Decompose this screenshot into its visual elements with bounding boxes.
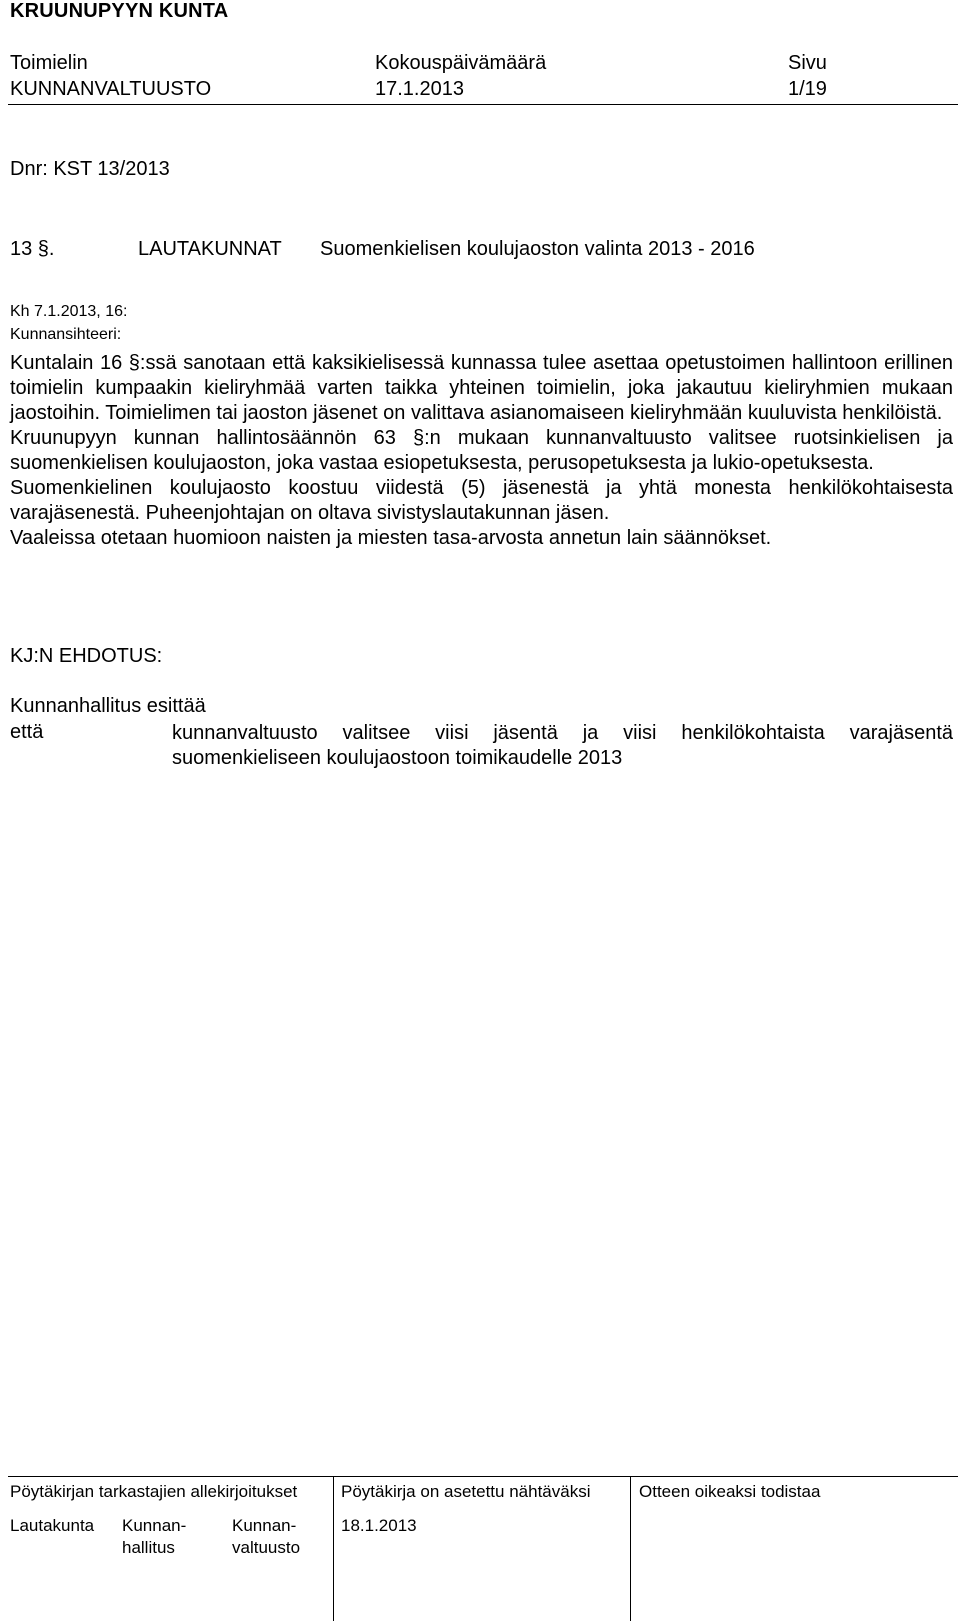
signature-lautakunta: Lautakunta (10, 1516, 95, 1535)
page-number: 1/19 (788, 78, 827, 100)
displayed-date: 18.1.2013 (341, 1516, 417, 1535)
kh-reference: Kh 7.1.2013, 16: (10, 303, 128, 320)
meeting-date-value: 17.1.2013 (375, 78, 464, 100)
proposal-etta: että (10, 721, 44, 743)
certified-heading: Otteen oikeaksi todistaa (639, 1482, 821, 1501)
signatures-heading: Pöytäkirjan tarkastajien allekirjoitukset (10, 1482, 298, 1501)
signature-hallitus-line2: hallitus (122, 1538, 175, 1557)
proposal-intro: Kunnanhallitus esittää (10, 695, 206, 717)
proposal-text (172, 721, 953, 771)
body-text (10, 351, 953, 551)
paragraph: Suomenkielinen koulujaosto koostuu viidestä (5) jäsenestä ja yhtä monesta henkilökohtaisesta varajäsenestä. Puheenjohtajan on oltava sivistyslautakunnan jäsen. (10, 477, 953, 524)
footer-divider (8, 1476, 958, 1477)
paragraph: Kruunupyyn kunnan hallintosäännön 63 §:n mukaan kunnanvaltuusto valitsee ruotsinkielisen ja suomenkielisen koulujaoston, joka vastaa esiopetuksesta, perusopetuksesta ja lukio-opetuksesta. (10, 427, 953, 474)
paragraph: Vaaleissa otetaan huomioon naisten ja miesten tasa-arvosta annetun lain säännökset. (10, 527, 772, 549)
diary-number: Dnr: KST 13/2013 (10, 158, 170, 180)
page-label: Sivu (788, 52, 827, 74)
footer-column-divider (333, 1476, 334, 1621)
proposal-line: kunnanvaltuusto valitsee viisi jäsentä ja viisi henkilökohtaista varajäsentä (172, 722, 953, 744)
meeting-date-label: Kokouspäivämäärä (375, 52, 547, 74)
section-title: Suomenkielisen koulujaoston valinta 2013 - 2016 (320, 238, 755, 260)
paragraph: Kuntalain 16 §:ssä sanotaan että kaksikielisessä kunnassa tulee asettaa opetustoimen hallintoon erillinen toimielin kumpaakin kieliryhmää varten taikka yhteinen toimielin, joka jakautuu kieliryhmien mukaan jaostoihin. Toimielimen tai jaoston jäsenet on valittava asianomaiseen kieliryhmään kuuluvista henkilöistä. (10, 352, 953, 424)
toimielin-label: Toimielin (10, 52, 88, 74)
organization-name: KRUUNUPYYN KUNTA (10, 0, 229, 22)
section-category: LAUTAKUNNAT (138, 238, 282, 260)
displayed-heading: Pöytäkirja on asetettu nähtäväksi (341, 1482, 591, 1501)
section-number: 13 §. (10, 238, 55, 260)
signature-valtuusto-line1: Kunnan- (232, 1516, 297, 1535)
signature-valtuusto-line2: valtuusto (232, 1538, 301, 1557)
presenter-label: Kunnansihteeri: (10, 326, 122, 343)
header-divider (8, 104, 958, 105)
proposal-heading: KJ:N EHDOTUS: (10, 645, 163, 667)
signature-hallitus-line1: Kunnan- (122, 1516, 187, 1535)
proposal-line: suomenkieliseen koulujaostoon toimikaudelle 2013 (172, 747, 623, 769)
footer-column-divider (630, 1476, 631, 1621)
toimielin-value: KUNNANVALTUUSTO (10, 78, 212, 100)
